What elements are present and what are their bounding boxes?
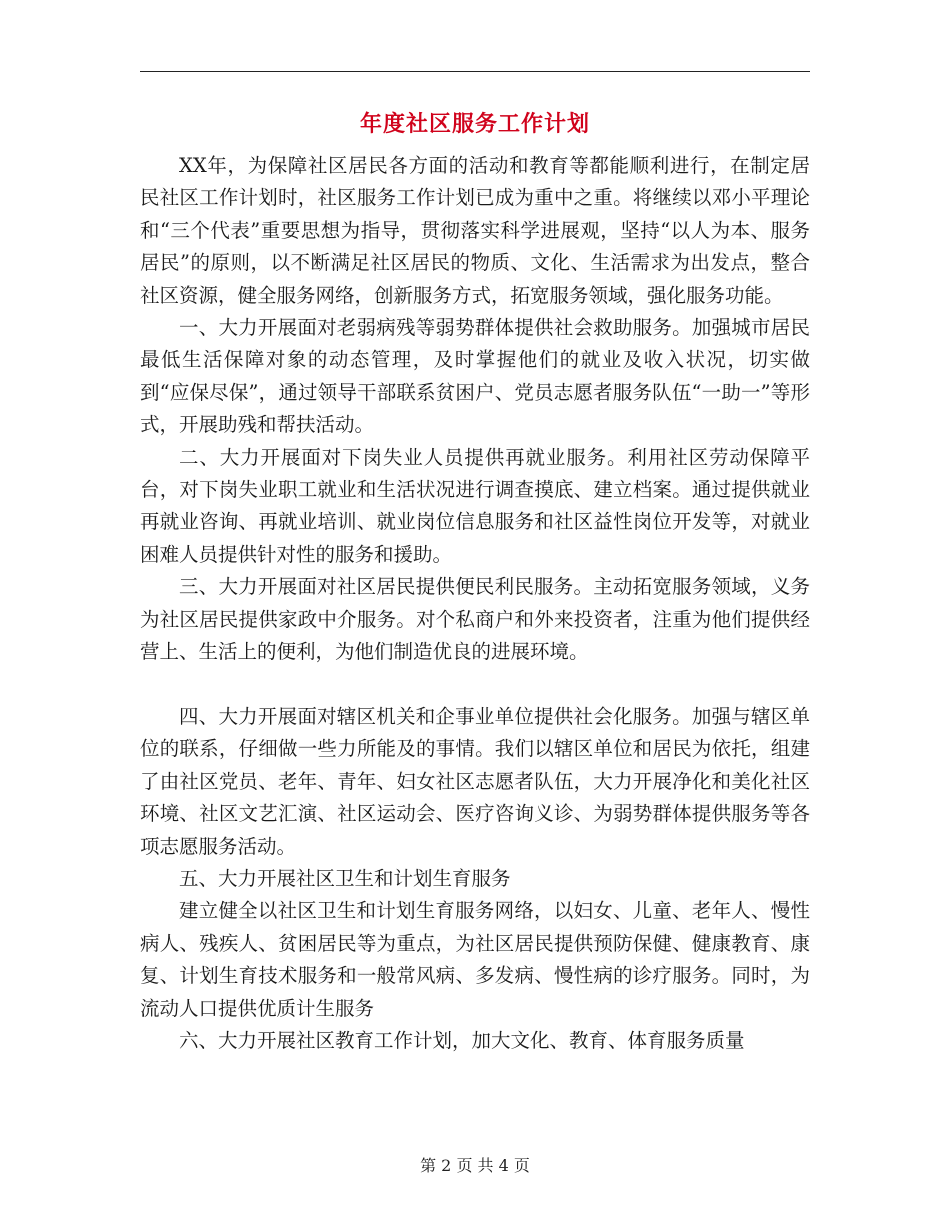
section-5-paragraph: 建立健全以社区卫生和计划生育服务网络，以妇女、儿童、老年人、慢性病人、残疾人、贫困居民等为重点，为社区居民提供预防保健、健康教育、康复、计划生育技术服务和一般常风病、多发病、慢性病的诊疗服务。同时，为流动人口提供优质计生服务 xyxy=(140,899,810,1020)
document-title: 年度社区服务工作计划 xyxy=(359,111,590,137)
footer-prefix: 第 xyxy=(420,1156,437,1175)
section-1-paragraph: 一、大力开展面对老弱病残等弱势群体提供社会救助服务。加强城市居民最低生活保障对象的动态管理，及时掌握他们的就业及收入状况，切实做到“应保尽保”，通过领导干部联系贫困户、党员志愿者服务队伍“一助一”等形式，开展助残和帮扶活动。 xyxy=(140,316,810,437)
section-2-paragraph: 二、大力开展面对下岗失业人员提供再就业服务。利用社区劳动保障平台，对下岗失业职工就业和生活状况进行调查摸底、建立档案。通过提供就业再就业咨询、再就业培训、就业岗位信息服务和社区益性岗位开发等，对就业困难人员提供针对性的服务和援助。 xyxy=(140,445,810,566)
footer-middle: 页 共 xyxy=(456,1156,494,1175)
section-6-paragraph: 六、大力开展社区教育工作计划，加大文化、教育、体育服务质量 xyxy=(179,1028,745,1052)
intro-paragraph: XX年，为保障社区居民各方面的活动和教育等都能顺利进行，在制定居民社区工作计划时，社区服务工作计划已成为重中之重。将继续以邓小平理论和“三个代表”重要思想为指导，贯彻落实科学进展观，坚持“以人为本、服务居民”的原则，以不断满足社区居民的物质、文化、生活需求为出发点，整合社区资源，健全服务网络，创新服务方式，拓宽服务领域，强化服务功能。 xyxy=(140,154,810,307)
footer-page-number: 2 xyxy=(441,1156,452,1175)
section-4-paragraph: 四、大力开展面对辖区机关和企事业单位提供社会化服务。加强与辖区单位的联系，仔细做一些力所能及的事情。我们以辖区单位和居民为依托，组建了由社区党员、老年、青年、妇女社区志愿者队伍，大力开展净化和美化社区环境、社区文艺汇演、社区运动会、医疗咨询义诊、为弱势群体提供服务等各项志愿服务活动。 xyxy=(140,704,810,858)
blank-line xyxy=(140,669,810,701)
page-footer xyxy=(140,1154,810,1178)
footer-suffix: 页 xyxy=(513,1156,530,1175)
footer-page-total: 4 xyxy=(498,1156,509,1175)
header-rule xyxy=(140,71,810,72)
section-3-paragraph: 三、大力开展面对社区居民提供便民利民服务。主动拓宽服务领域，义务为社区居民提供家政中介服务。对个私商户和外来投资者，注重为他们提供经营上、生活上的便利，为他们制造优良的进展环境。 xyxy=(140,575,810,664)
section-5-heading: 五、大力开展社区卫生和计划生育服务 xyxy=(179,866,511,890)
document-body xyxy=(140,150,810,1057)
